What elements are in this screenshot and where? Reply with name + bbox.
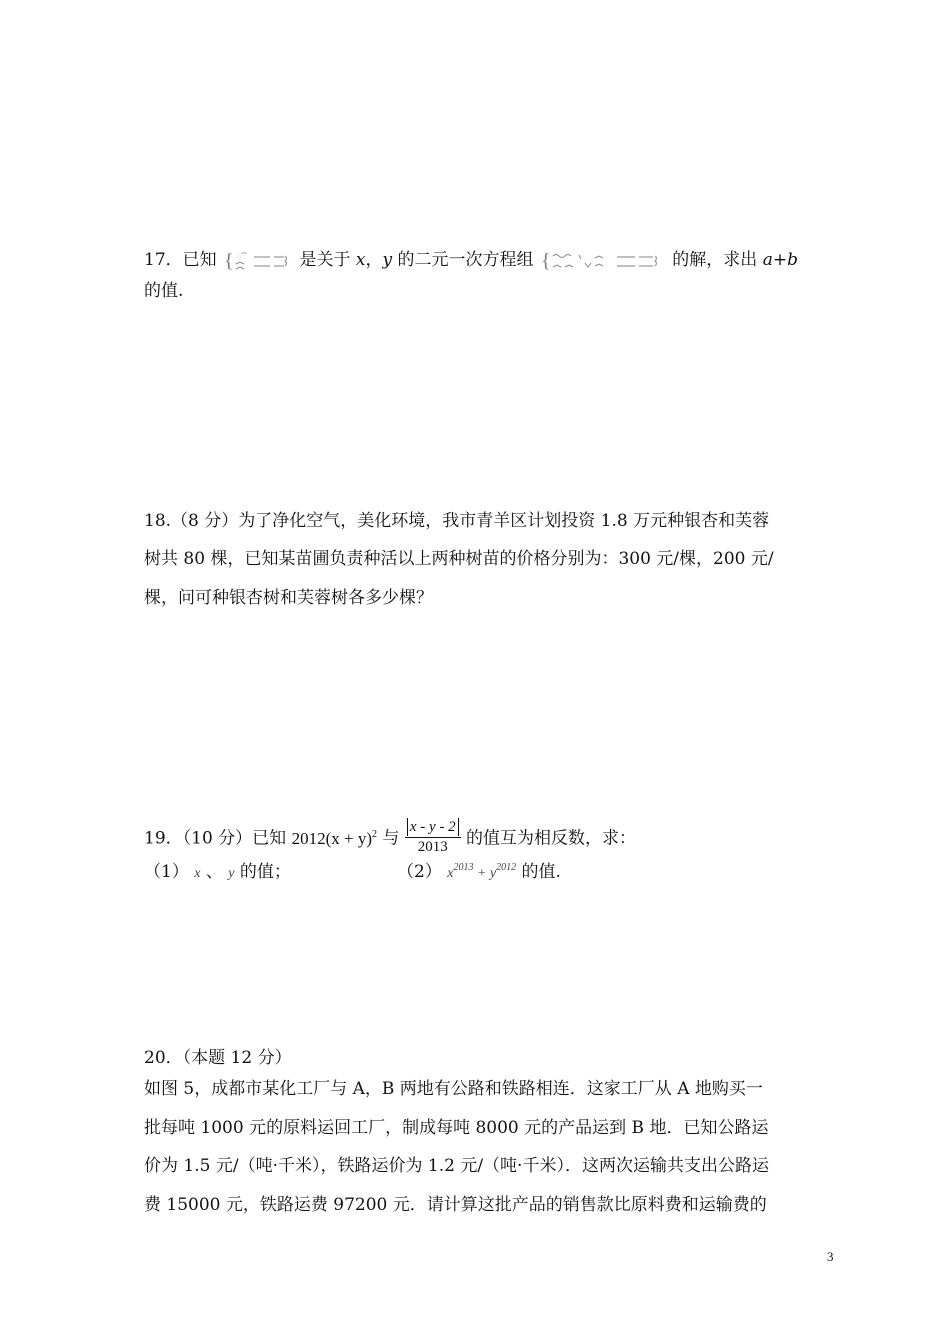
svg-text:{: {	[540, 249, 551, 272]
q20-line3: 批每吨 1000 元的原料运回工厂，制成每吨 8000 元的产品运到 B 地．已知公路运	[144, 1118, 769, 1138]
q20-line1: 20．（本题 12 分）	[144, 1048, 292, 1068]
q18-line3: 棵，问可种银杏树和芙蓉树各多少棵？	[144, 588, 433, 608]
q19-p2-x: x	[447, 866, 454, 881]
q20-line2: 如图 5，成都市某化工厂与 A，B 两地有公路和铁路相连．这家工厂从 A 地购买一	[144, 1079, 763, 1099]
q20-line4: 价为 1.5 元/（吨·千米），铁路运价为 1.2 元/（吨·千米）．这两次运输共支出公路运	[144, 1156, 769, 1176]
q17-var-y: y	[382, 250, 393, 270]
svg-text:◌͡: ◌͡	[236, 250, 242, 261]
q19-p2-exp1: 2013	[453, 862, 474, 873]
q17-mid2: 的二元一次方程组	[397, 250, 534, 270]
q19-line1	[144, 820, 636, 858]
q17-var-x: x	[355, 250, 366, 270]
q17-solution-system-image	[222, 250, 294, 272]
q19-p2-label: （2）	[397, 862, 442, 882]
q17-comma: ，	[365, 250, 383, 270]
q19-p1-label: （1）	[144, 862, 189, 882]
q17-mid3: 的解，求出	[672, 250, 758, 270]
svg-text:{: {	[224, 249, 234, 272]
q19-fraction	[405, 818, 461, 856]
q19-expr1-exponent: 2	[372, 828, 377, 840]
q17-a-plus-b: a+b	[762, 250, 798, 270]
q17-equation-system-glyph	[539, 250, 667, 272]
q19-p1-sep: 、	[205, 862, 223, 882]
q19-with: 与	[382, 828, 400, 849]
q19-expr1-text: 2012(x + y)	[291, 828, 372, 848]
q19-p2-plus-y: + y	[473, 866, 497, 881]
q17-solution-system-glyph	[222, 250, 294, 272]
q19-p2-exp2: 2012	[496, 862, 517, 873]
q17-equation-system-image	[539, 250, 667, 272]
q17-line1	[144, 248, 798, 272]
q19-fraction-numerator: x - y - 2	[407, 818, 459, 836]
q19-fraction-denominator: 2013	[417, 839, 448, 855]
q19-p1-suffix: 的值；	[239, 862, 291, 882]
q17-prefix: 17．已知	[144, 250, 217, 270]
q19-p1-y: y	[228, 866, 235, 881]
q19-p1-x: x	[194, 866, 201, 881]
q18-line1: 18.（8 分）为了净化空气，美化环境，我市青羊区计划投资 1.8 万元种银杏和芙蓉	[144, 511, 770, 531]
page-number: 3	[827, 1249, 834, 1264]
q17-mid: 是关于	[299, 250, 351, 270]
q19-part2	[397, 860, 561, 886]
q19-line2	[144, 860, 291, 886]
q17-line2: 的值.	[144, 281, 184, 301]
q19-p2-expr	[447, 862, 517, 881]
q19-suffix: 的值互为相反数，求：	[466, 828, 637, 849]
q20-line5: 费 15000 元，铁路运费 97200 元．请计算这批产品的销售款比原料费和运输费的	[144, 1195, 767, 1215]
q19-expr1	[292, 829, 377, 848]
q19-prefix: 19．（10 分）已知	[144, 828, 287, 849]
q19-p2-suffix: 的值.	[521, 862, 561, 882]
q18-line2: 树共 80 棵，已知某苗圃负责种活以上两种树苗的价格分别为：300 元/棵，200 元/	[144, 549, 774, 569]
